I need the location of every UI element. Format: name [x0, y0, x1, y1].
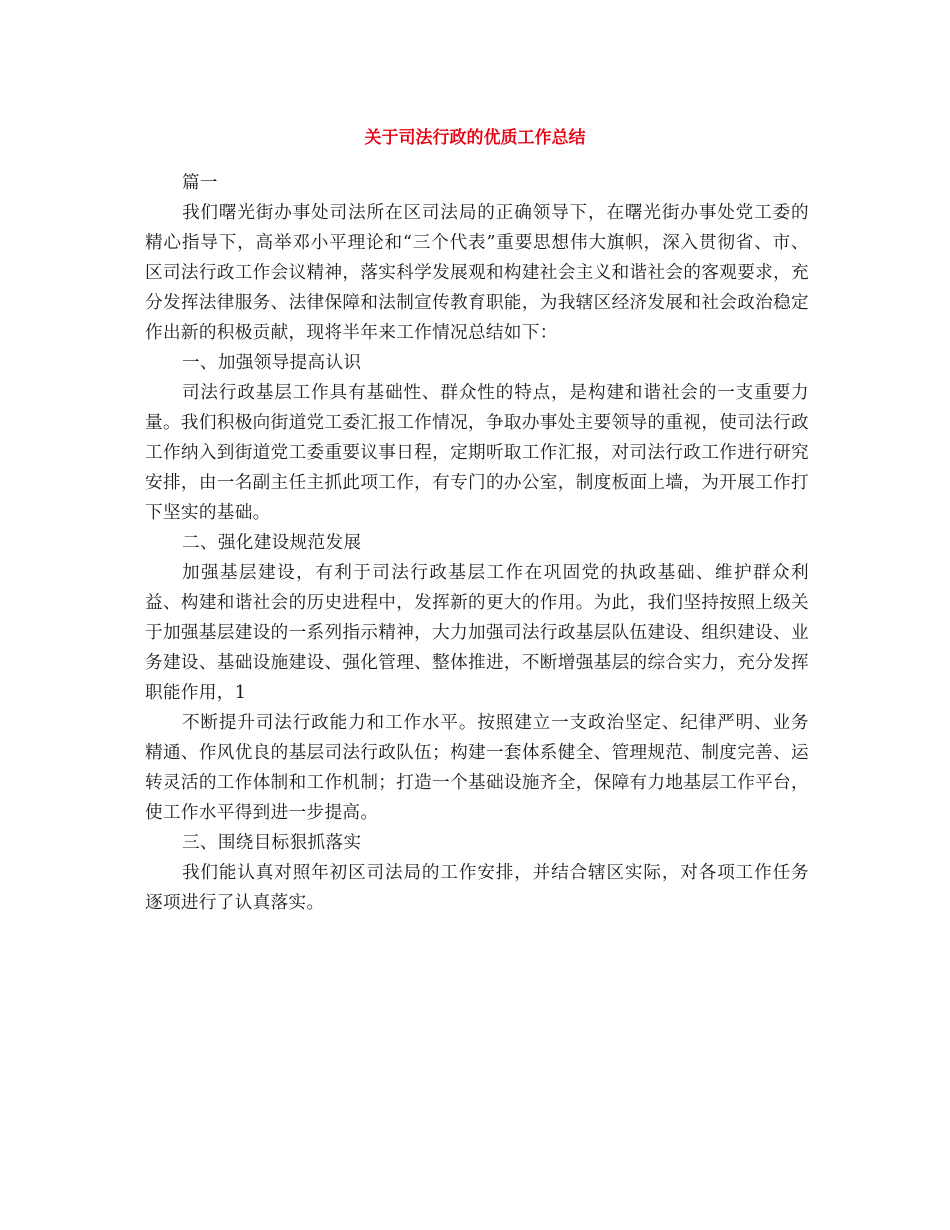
- document-body: [145, 168, 809, 918]
- paragraph-1: 司法行政基层工作具有基础性、群众性的特点，是构建和谐社会的一支重要力量。我们积极向街道党工委汇报工作情况，争取办事处主要领导的重视，使司法行政工作纳入到街道党工委重要议事日程，定期听取工作汇报，对司法行政工作进行研究安排，由一名副主任主抓此项工作，有专门的办公室，制度板面上墙，为开展工作打下坚实的基础。: [145, 383, 809, 523]
- heading-1: 一、加强领导提高认识: [181, 353, 362, 373]
- paragraph-4: 我们能认真对照年初区司法局的工作安排，并结合辖区实际，对各项工作任务逐项进行了认真落实。: [145, 863, 809, 913]
- heading-3: 三、围绕目标狠抓落实: [181, 833, 362, 853]
- paragraph-2: 加强基层建设，有利于司法行政基层工作在巩固党的执政基础、维护群众利益、构建和谐社会的历史进程中，发挥新的更大的作用。为此，我们坚持按照上级关于加强基层建设的一系列指示精神，大力加强司法行政基层队伍建设、组织建设、业务建设、基础设施建设、强化管理、整体推进，不断增强基层的综合实力，充分发挥职能作用，1: [145, 563, 809, 703]
- heading-2: 二、强化建设规范发展: [181, 533, 362, 553]
- intro-paragraph: 我们曙光街办事处司法所在区司法局的正确领导下，在曙光街办事处党工委的精心指导下，高举邓小平理论和“三个代表”重要思想伟大旗帜，深入贯彻省、市、区司法行政工作会议精神，落实科学发展观和构建社会主义和谐社会的客观要求，充分发挥法律服务、法律保障和法制宣传教育职能，为我辖区经济发展和社会政治稳定作出新的积极贡献，现将半年来工作情况总结如下：: [145, 203, 809, 343]
- document-title: 关于司法行政的优质工作总结: [364, 128, 586, 148]
- paragraph-3: 不断提升司法行政能力和工作水平。按照建立一支政治坚定、纪律严明、业务精通、作风优良的基层司法行政队伍；构建一套体系健全、管理规范、制度完善、运转灵活的工作体制和工作机制；打造一个基础设施齐全，保障有力地基层工作平台，使工作水平得到进一步提高。: [145, 713, 809, 823]
- section-label: 篇一: [181, 173, 218, 193]
